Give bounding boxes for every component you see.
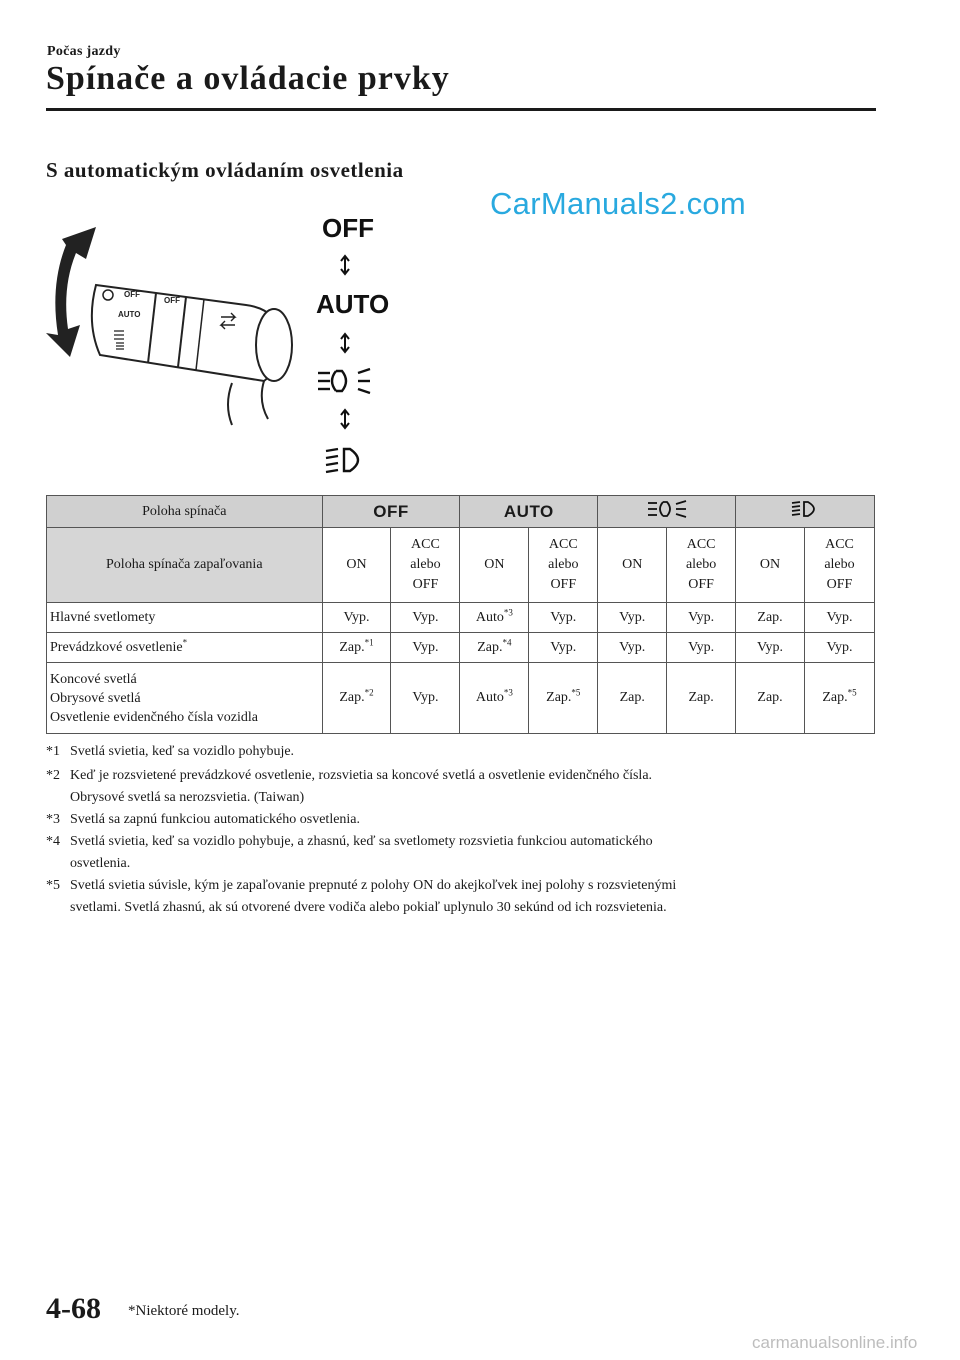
ignition-cell: ON bbox=[460, 528, 529, 603]
footnote-text: Svetlá svietia, keď sa vozidlo pohybuje, a zhasnú, keď sa svetlomety rozsvietia funkciou automatického bbox=[70, 834, 653, 849]
parking-lights-icon bbox=[318, 369, 370, 393]
position-off: OFF bbox=[322, 213, 374, 243]
table-cell: Vyp. bbox=[667, 633, 736, 663]
footnote-mark: *2 bbox=[46, 768, 60, 783]
table-cell: Vyp. bbox=[667, 603, 736, 633]
rotation-arrow-icon bbox=[46, 227, 96, 357]
light-switch-illustration bbox=[36, 205, 456, 485]
acc-line: alebo bbox=[685, 557, 717, 572]
section-label: Počas jazdy bbox=[47, 44, 121, 59]
table-cell: Vyp. bbox=[391, 633, 460, 663]
acc-line: OFF bbox=[826, 577, 853, 592]
table-cell: Zap. bbox=[598, 663, 667, 734]
footnote-text: Obrysové svetlá sa nerozsvietia. (Taiwan) bbox=[70, 790, 305, 805]
table-cell: Zap.$^{*5}$ bbox=[804, 663, 874, 734]
acc-line: alebo bbox=[548, 557, 579, 572]
ignition-cell bbox=[529, 528, 598, 603]
acc-line: OFF bbox=[688, 577, 714, 592]
header-auto bbox=[460, 496, 598, 528]
table-row bbox=[47, 633, 875, 663]
footnote-text: Keď je rozsvietené prevádzkové osvetlenie, rozsvietia sa koncové svetlá a osvetlenie evidenčného čísla. bbox=[70, 768, 653, 783]
watermark: CarManuals2.com bbox=[490, 186, 747, 221]
stalk-label-off: OFF bbox=[124, 290, 140, 299]
header-headlights bbox=[736, 496, 875, 528]
stalk-label-off-2: OFF bbox=[164, 296, 180, 305]
acc-line: alebo bbox=[824, 557, 855, 572]
footnote-text: svetlami. Svetlá zhasnú, ak sú otvorené dvere vodiča alebo pokiaľ uplynulo 30 sekúnd od ich rozsvietenia. bbox=[70, 900, 667, 915]
table-cell: Zap. bbox=[736, 603, 805, 633]
subheading: S automatickým ovládaním osvetlenia bbox=[46, 158, 404, 182]
double-arrow-icon bbox=[341, 256, 349, 274]
table-cell: Vyp. bbox=[529, 603, 598, 633]
position-auto: AUTO bbox=[316, 289, 390, 319]
table-cell: Vyp. bbox=[598, 603, 667, 633]
headlights-icon bbox=[790, 499, 820, 519]
double-arrow-icon bbox=[341, 334, 349, 352]
acc-line: OFF bbox=[550, 577, 577, 592]
footnote-text: Svetlá sa zapnú funkciou automatického osvetlenia. bbox=[70, 812, 361, 827]
footnote-text: Svetlá svietia súvisle, kým je zapaľovanie prepnuté z polohy ON do akejkoľvek inej polohy s rozsvietenými bbox=[70, 878, 677, 893]
ignition-position-header: Poloha spínača zapaľovania bbox=[47, 528, 323, 603]
table-cell: Vyp. bbox=[322, 603, 391, 633]
table-cell: Zap. bbox=[667, 663, 736, 734]
table-row bbox=[47, 663, 875, 734]
header-auto-label: AUTO bbox=[503, 501, 554, 521]
page-title: Spínače a ovládacie prvky bbox=[46, 60, 450, 97]
header-parking-lights bbox=[598, 496, 736, 528]
table-cell: Vyp. bbox=[598, 633, 667, 663]
footnote-mark: *4 bbox=[46, 834, 60, 849]
table-cell: Vyp. bbox=[736, 633, 805, 663]
header-off bbox=[322, 496, 460, 528]
table-cell: Vyp. bbox=[529, 633, 598, 663]
ignition-cell bbox=[667, 528, 736, 603]
table-cell: Zap.$^{*2}$ bbox=[322, 663, 391, 734]
footnote-mark: *3 bbox=[46, 812, 60, 827]
double-arrow-icon bbox=[341, 410, 349, 428]
parking-lights-icon bbox=[646, 499, 688, 519]
acc-line: alebo bbox=[410, 557, 441, 572]
page-note: *Niektoré modely. bbox=[128, 1303, 240, 1319]
table-cell: Auto$^{*3}$ bbox=[460, 603, 529, 633]
footnote-mark: *5 bbox=[46, 878, 60, 893]
row-label: Hlavné svetlomety bbox=[47, 603, 323, 633]
table-cell: Vyp. bbox=[804, 633, 874, 663]
page-number: 4-68 bbox=[46, 1292, 101, 1325]
stalk-label-auto: AUTO bbox=[118, 310, 141, 319]
ignition-cell: ON bbox=[598, 528, 667, 603]
footnote-mark: *1 bbox=[46, 744, 60, 759]
footnote-text: osvetlenia. bbox=[70, 856, 131, 871]
table-cell: Zap.$^{*1}$ bbox=[322, 633, 391, 663]
ignition-cell: ON bbox=[736, 528, 805, 603]
acc-line: ACC bbox=[825, 537, 854, 552]
acc-line: ACC bbox=[686, 537, 716, 552]
row-label: Koncové svetlá Obrysové svetlá Osvetlenie evidenčného čísla vozidla bbox=[47, 663, 323, 734]
acc-line: ACC bbox=[411, 537, 440, 552]
ignition-cell: ON bbox=[322, 528, 391, 603]
ignition-cell bbox=[391, 528, 460, 603]
table-row bbox=[47, 603, 875, 633]
switch-position-header: Poloha spínača bbox=[47, 496, 323, 528]
table-cell: Auto$^{*3}$ bbox=[460, 663, 529, 734]
acc-line: ACC bbox=[548, 537, 578, 552]
table-cell: Zap. bbox=[736, 663, 805, 734]
row-label: Prevádzkové osvetlenie* bbox=[47, 633, 323, 663]
light-switch-table bbox=[46, 495, 875, 734]
title-rule bbox=[46, 108, 876, 111]
headlights-icon bbox=[326, 449, 358, 472]
site-watermark: carmanualsonline.info bbox=[752, 1333, 918, 1352]
footnote-text: Svetlá svietia, keď sa vozidlo pohybuje. bbox=[70, 744, 295, 759]
acc-line: OFF bbox=[412, 577, 439, 592]
ignition-cell bbox=[804, 528, 874, 603]
table-cell: Zap.$^{*4}$ bbox=[460, 633, 529, 663]
table-cell: Vyp. bbox=[804, 603, 874, 633]
header-off-label: OFF bbox=[373, 501, 409, 521]
table-cell: Vyp. bbox=[391, 603, 460, 633]
table-cell: Zap.$^{*5}$ bbox=[529, 663, 598, 734]
table-cell: Vyp. bbox=[391, 663, 460, 734]
